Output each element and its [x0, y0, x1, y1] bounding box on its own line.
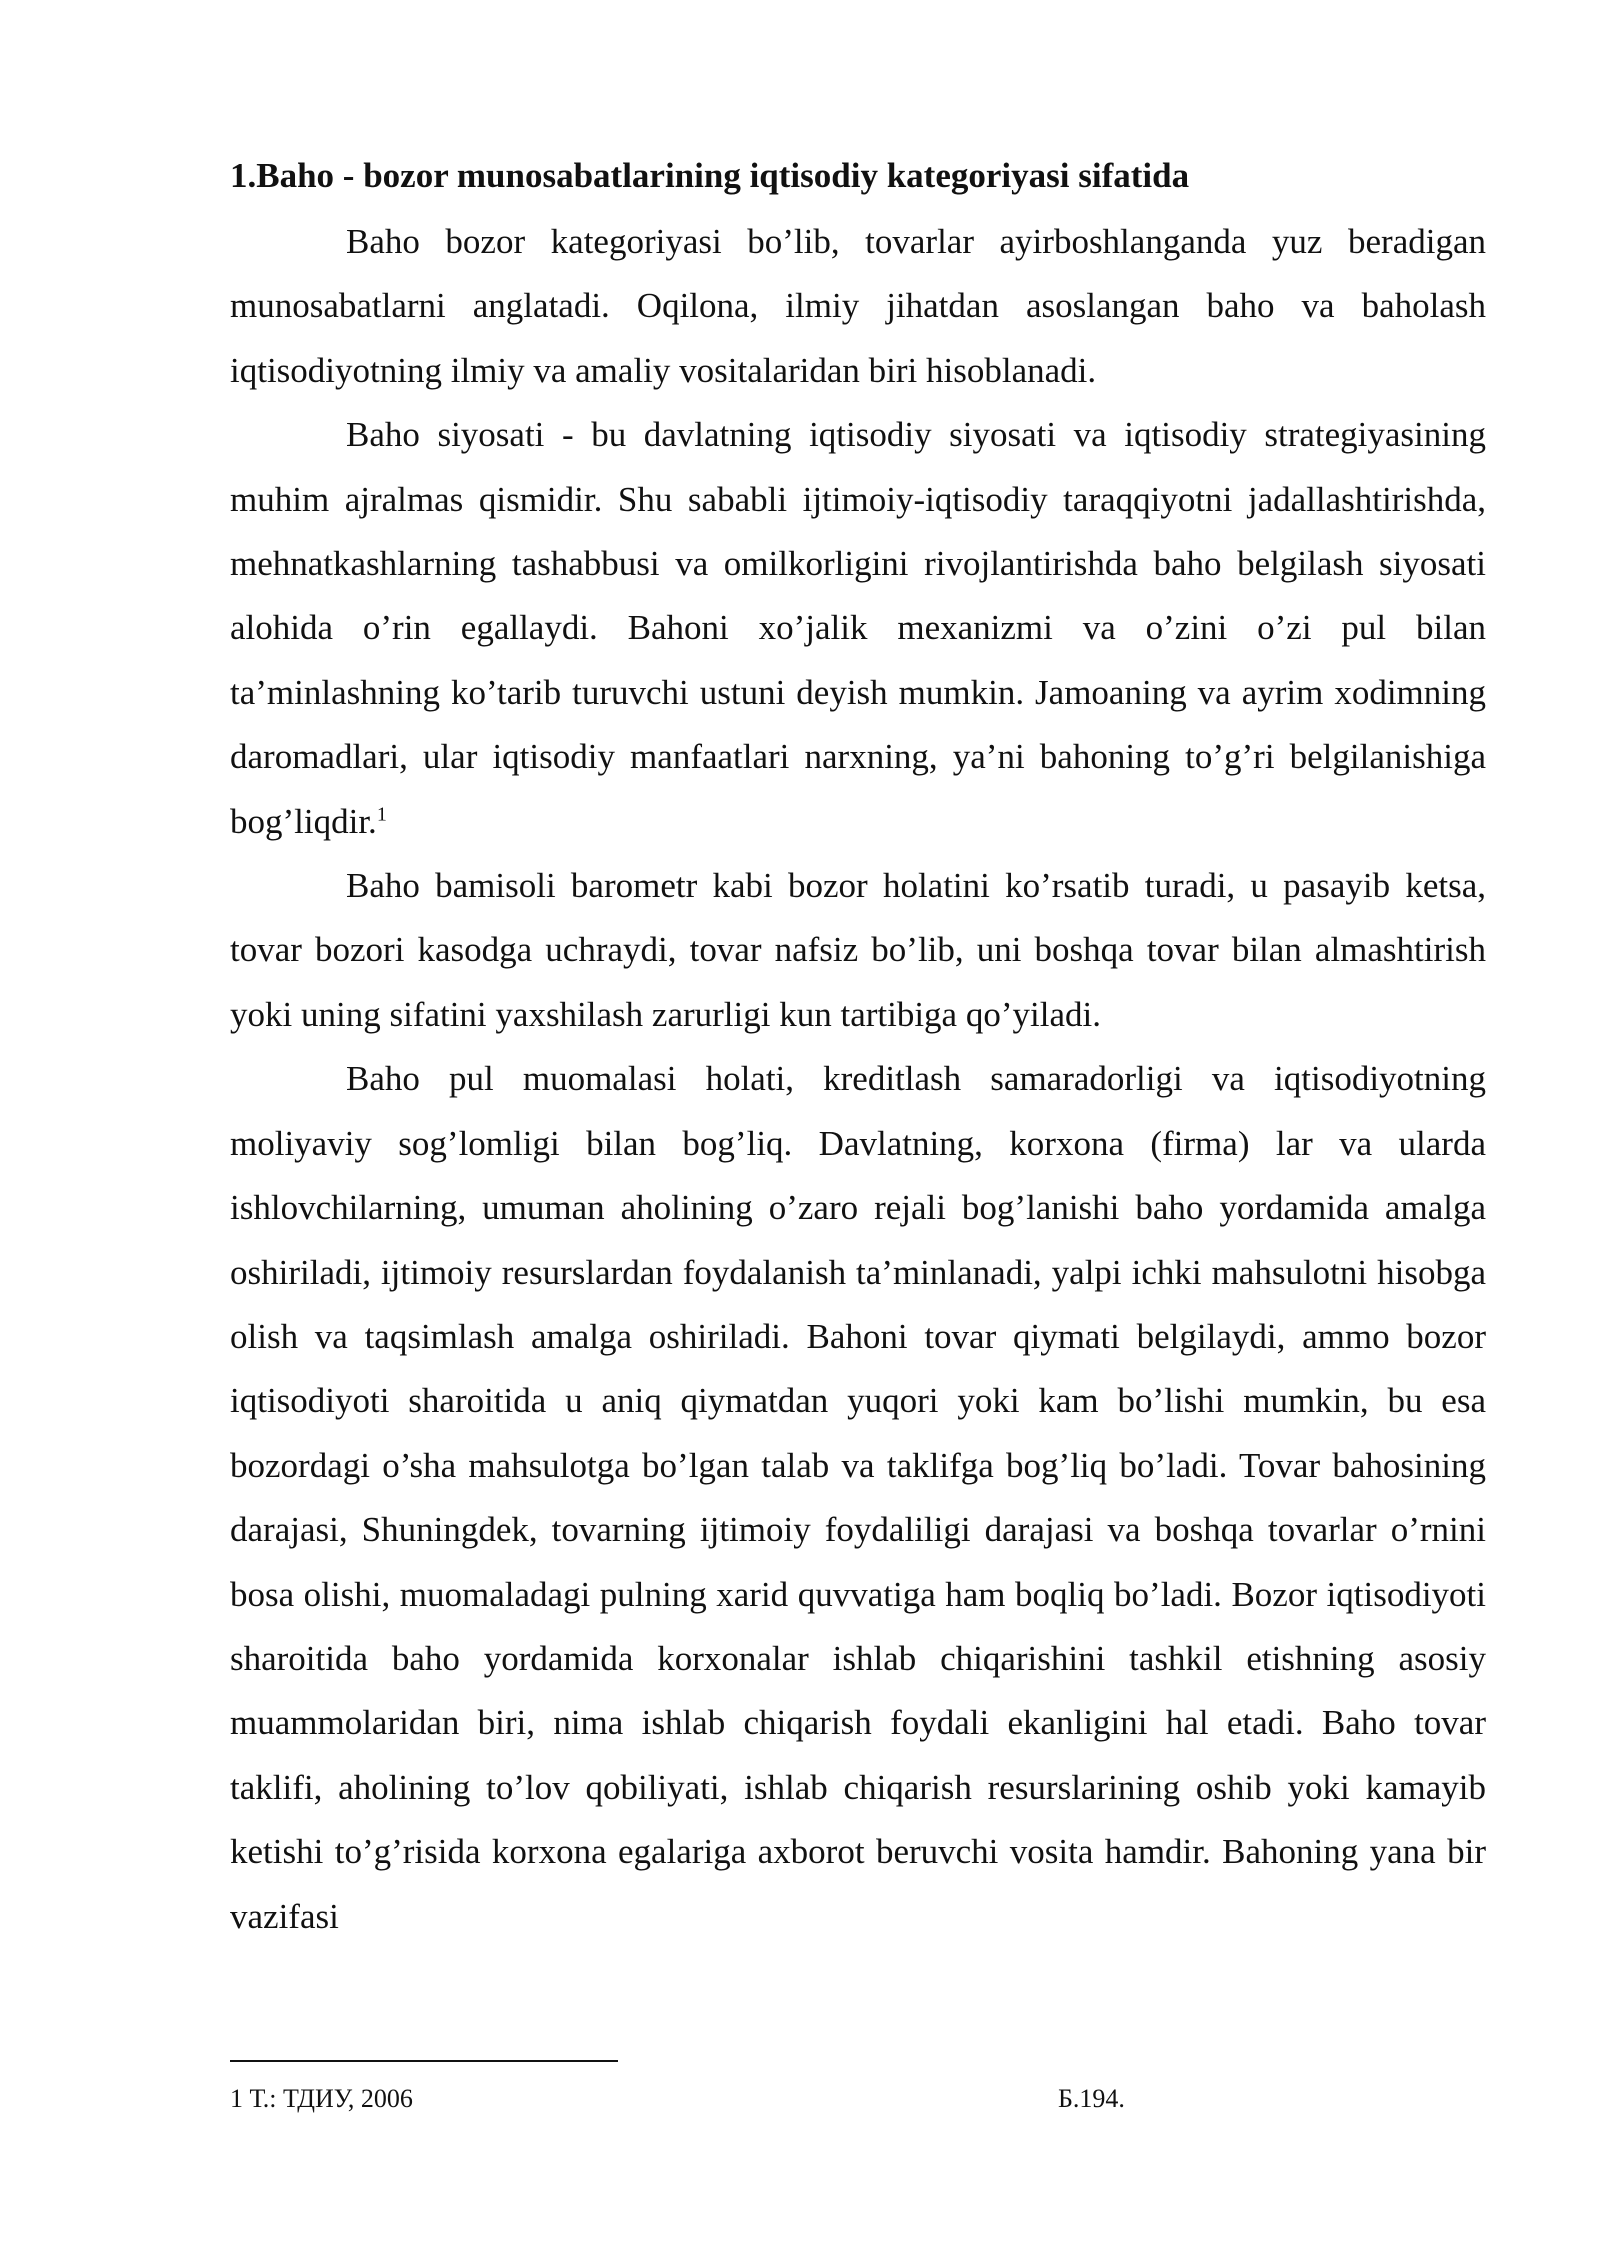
paragraph-1: Baho bozor kategoriyasi bo’lib, tovarlar ayirboshlanganda yuz beradigan munosabatlarni anglatadi. Oqilona, ilmiy jihatdan asoslangan baho va baholash iqtisodiyotning ilmiy va amaliy vositalaridan biri hisoblanadi.: [230, 222, 1486, 390]
paragraph-4: Baho pul muomalasi holati, kreditlash samaradorligi va iqtisodiyotning moliyaviy sog’lomligi bilan bog’liq. Davlatning, korxona (firma) lar va ularda ishlovchilarning, umuman aholining o’zaro rejali bog’lanishi baho yordamida amalga oshiriladi, ijtimoiy resurslardan foydalanish ta’minlanadi, yalpi ichki mahsulotni hisobga olish va taqsimlash amalga oshiriladi. Bahoni tovar qiymati belgilaydi, ammo bozor iqtisodiyoti sharoitida u aniq qiymatdan yuqori yoki kam bo’lishi mumkin, bu esa bozordagi o’sha mahsulotga bo’lgan talab va taklifga bog’liq bo’ladi. Tovar bahosining darajasi, Shuningdek, tovarning ijtimoiy foydaliligi darajasi va boshqa tovarlar o’rnini bosa olishi, muomaladagi pulning xarid quvvatiga ham boqliq bo’ladi. Bozor iqtisodiyoti sharoitida baho yordamida korxonalar ishlab chiqarishini tashkil etishning asosiy muammolaridan biri, nima ishlab chiqarish foydali ekanligini hal etadi. Baho tovar taklifi, aholining to’lov qobiliyati, ishlab chiqarish resurslarining oshib yoki kamayib ketishi to’g’risida korxona egalariga axborot beruvchi vosita hamdir. Bahoning yana bir vazifasi: [230, 1059, 1486, 1936]
body-text: [230, 210, 1486, 1949]
paragraph-2: [230, 403, 1486, 854]
footnote-reference: 1: [376, 803, 387, 825]
footnote-divider: [230, 2060, 618, 2062]
paragraph-2-text: Baho siyosati - bu davlatning iqtisodiy siyosati va iqtisodiy strategiyasining muhim ajralmas qismidir. Shu sababli ijtimoiy-iqtisodiy taraqqiyotni jadallashtirishda, mehnatkashlarning tashabbusi va omilkorligini rivojlantirishda baho belgilash siyosati alohida o’rin egallaydi. Bahoni xo’jalik mexanizmi va o’zini o’zi pul bilan ta’minlashning ko’tarib turuvchi ustuni deyish mumkin. Jamoaning va ayrim xodimning daromadlari, ular iqtisodiy manfaatlari narxning, ya’ni bahoning to’g’ri belgilanishiga bog’liqdir.: [230, 415, 1486, 841]
footnote-page: Б.194.: [1058, 2084, 1125, 2113]
footnote-text: 1 Т.: ТДИУ, 2006: [230, 2084, 413, 2113]
paragraph-3: Baho bamisoli barometr kabi bozor holatini ko’rsatib turadi, u pasayib ketsa, tovar bozori kasodga uchraydi, tovar nafsiz bo’lib, uni boshqa tovar bilan almashtirish yoki uning sifatini yaxshilash zarurligi kun tartibiga qo’yiladi.: [230, 866, 1486, 1034]
section-heading: 1.Baho - bozor munosabatlarining iqtisodiy kategoriyasi sifatida: [230, 156, 1190, 195]
footnote: [230, 2082, 1230, 2116]
